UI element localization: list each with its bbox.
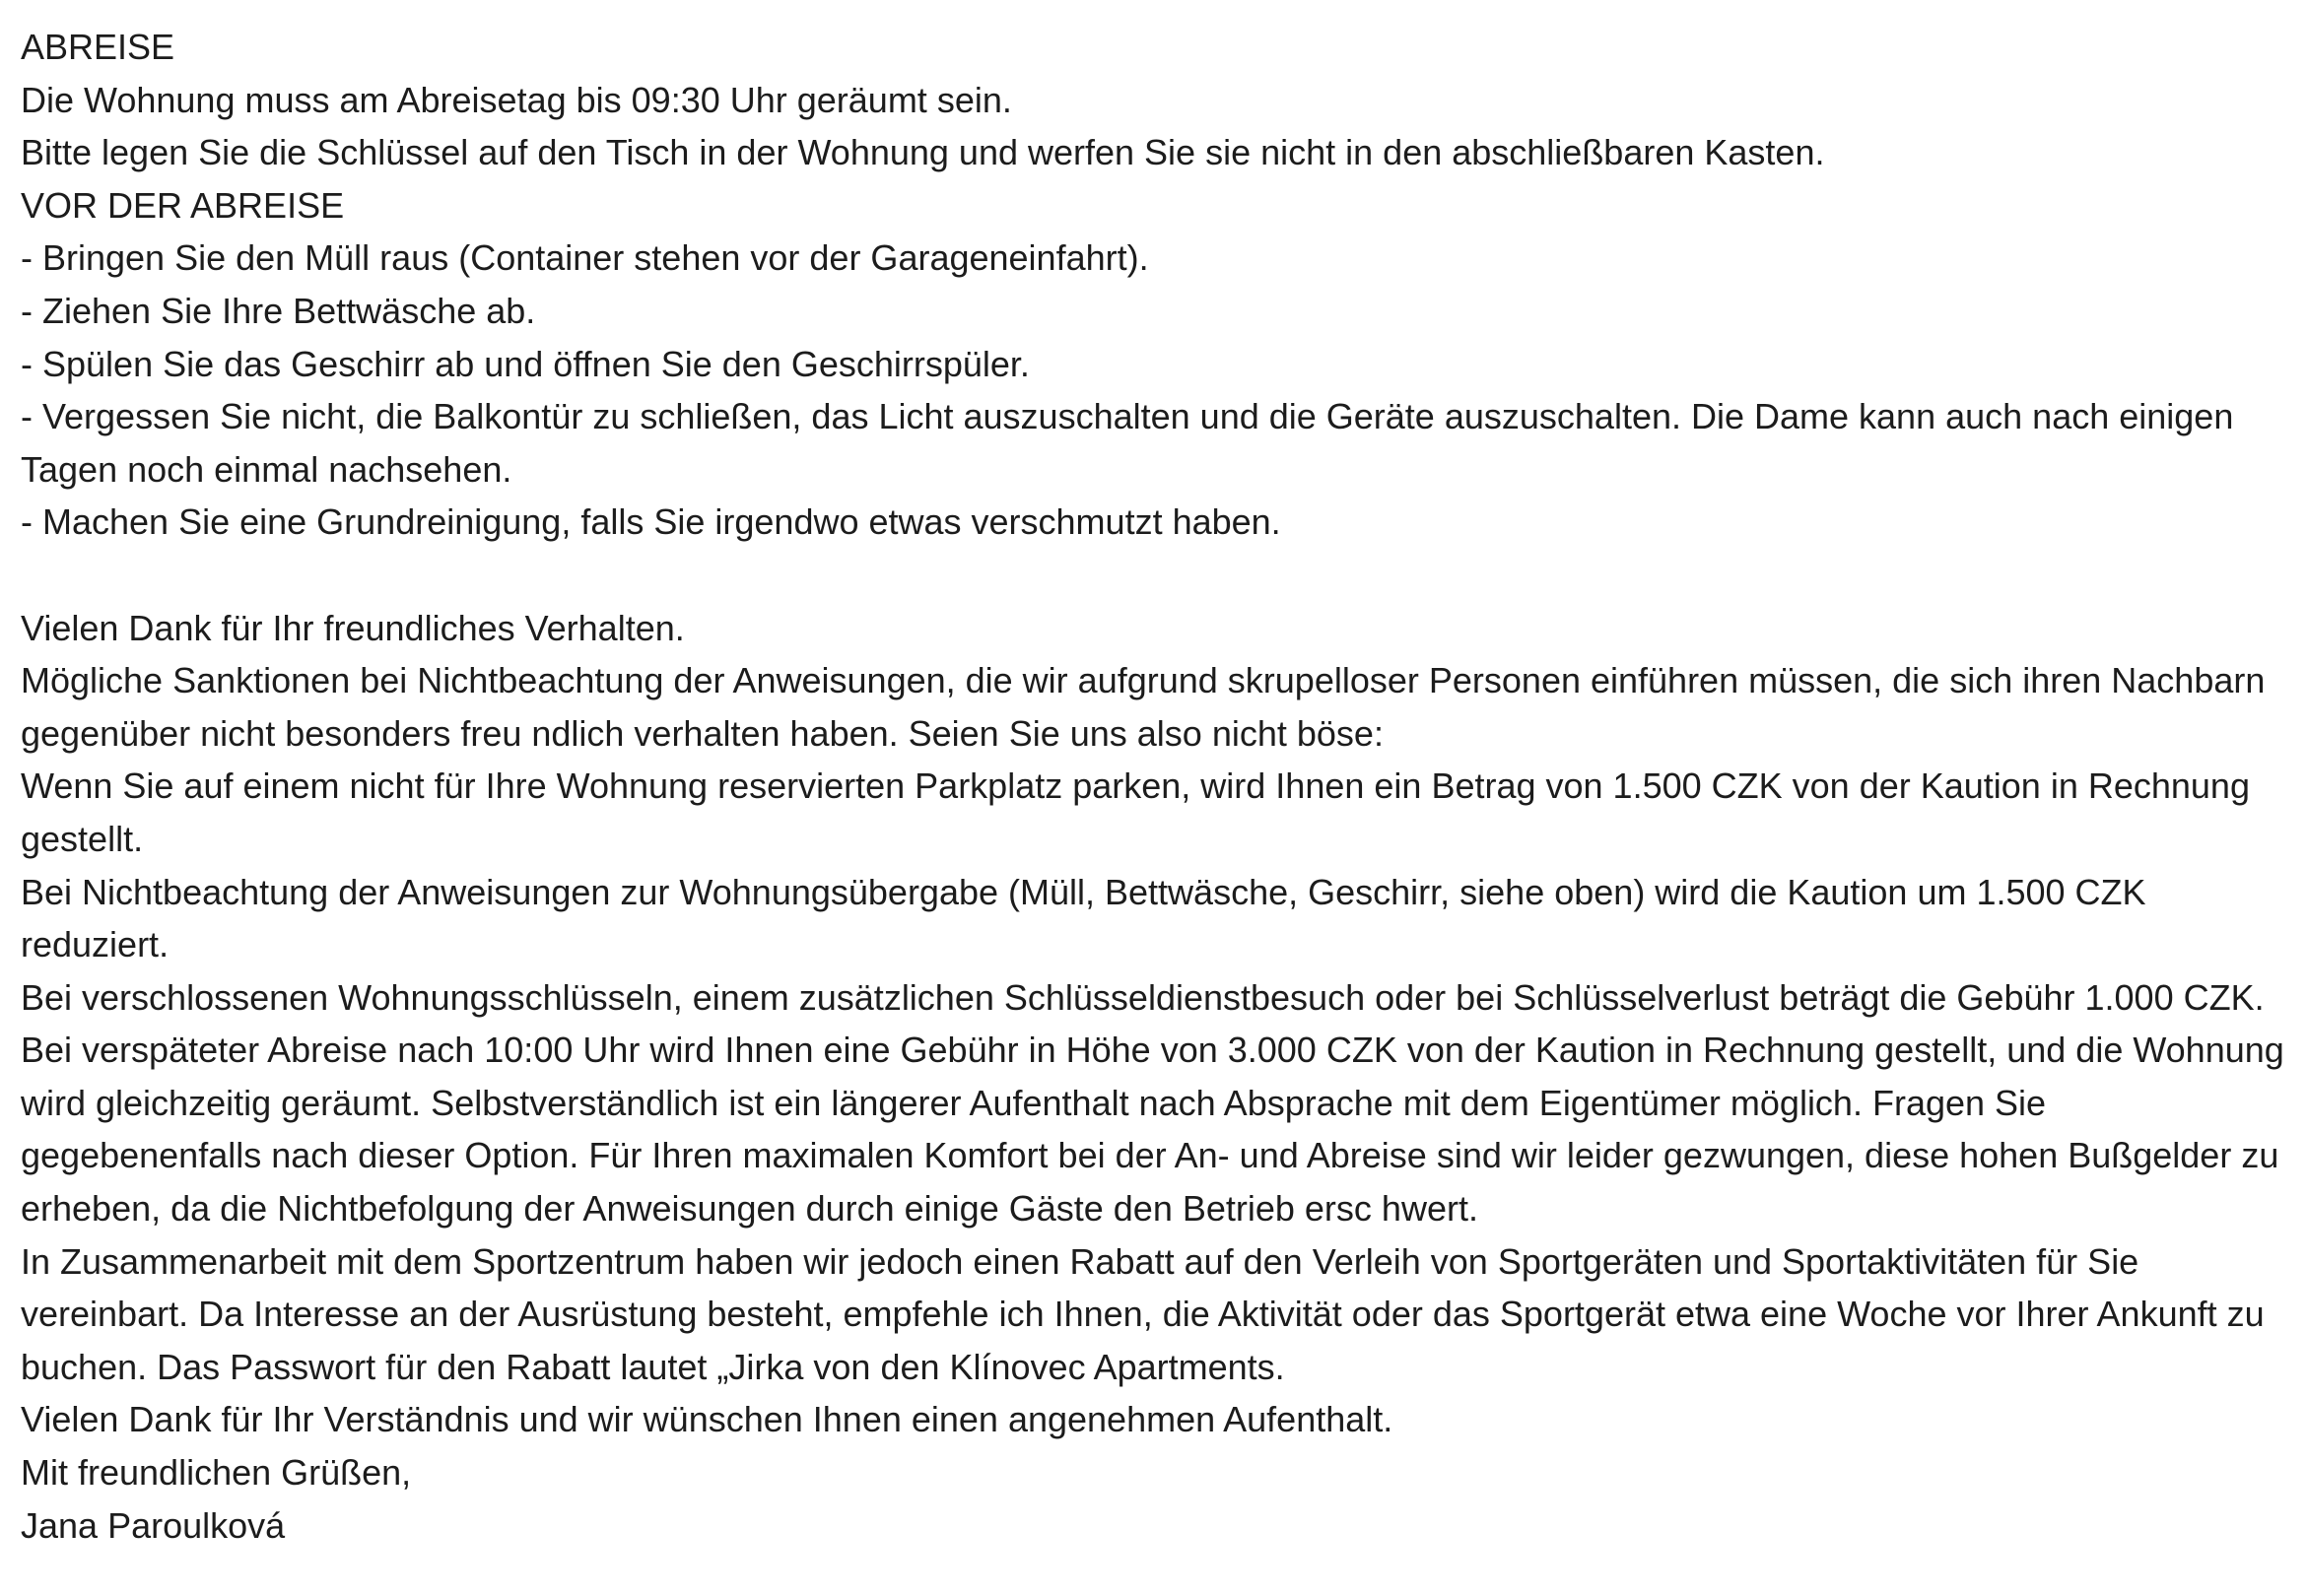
checklist-item-bedding: - Ziehen Sie Ihre Bettwäsche ab. xyxy=(21,290,536,331)
closing-line: Vielen Dank für Ihr Verständnis und wir wünschen Ihnen einen angenehmen Aufenthalt. xyxy=(21,1399,1393,1440)
signature-name: Jana Paroulková xyxy=(21,1504,286,1546)
document-body xyxy=(21,21,2287,1552)
departure-time-line: Die Wohnung muss am Abreisetag bis 09:30 Uhr geräumt sein. xyxy=(21,79,1012,120)
greeting-line: Mit freundlichen Grüßen, xyxy=(21,1452,412,1494)
sanction-handover: Bei Nichtbeachtung der Anweisungen zur Wohnungsübergabe (Müll, Bettwäsche, Geschirr, siehe oben) wird die Kaution um 1.500 CZK reduziert. xyxy=(21,871,2146,965)
discount-paragraph: In Zusammenarbeit mit dem Sportzentrum haben wir jedoch einen Rabatt auf den Verleih von Sportgeräten und Sportaktivitäten für Sie vereinbart. Da Interesse an der Ausrüstung besteht, empfehle ich Ihnen, die Aktivität oder das Sportgerät etwa eine Woche vor Ihrer Ankunft zu buchen. Das Passwort für den Rabatt lautet „Jirka von den Klínovec Apartments. xyxy=(21,1240,2265,1387)
sanctions-intro: Mögliche Sanktionen bei Nichtbeachtung der Anweisungen, die wir aufgrund skrupelloser Personen einführen müssen, die sich ihren Nachbarn gegenüber nicht besonders freu ndlich verhalten haben. Seien Sie uns also nicht böse: xyxy=(21,660,2266,754)
checklist-item-cleaning: - Machen Sie eine Grundreinigung, falls Sie irgendwo etwas verschmutzt haben. xyxy=(21,501,1281,543)
checklist-item-trash: - Bringen Sie den Müll raus (Container stehen vor der Garageneinfahrt). xyxy=(21,237,1149,279)
departure-heading: ABREISE xyxy=(21,27,175,67)
checklist-item-balcony-lights: - Vergessen Sie nicht, die Balkontür zu schließen, das Licht auszuschalten und die Geräte auszuschalten. Die Dame kann auch nach einigen Tagen noch einmal nachsehen. xyxy=(21,396,2234,490)
before-departure-heading: VOR DER ABREISE xyxy=(21,184,345,226)
thanks-line: Vielen Dank für Ihr freundliches Verhalten. xyxy=(21,607,685,648)
checklist-item-dishes: - Spülen Sie das Geschirr ab und öffnen Sie den Geschirrspüler. xyxy=(21,343,1030,384)
paragraph-spacer xyxy=(21,549,2287,602)
sanction-late-departure: Bei verspäteter Abreise nach 10:00 Uhr wird Ihnen eine Gebühr in Höhe von 3.000 CZK von der Kaution in Rechnung gestellt, und die Wohnung wird gleichzeitig geräumt. Selbstverständlich ist ein längerer Aufenthalt nach Absprache mit dem Eigentümer möglich. Fragen Sie gegebenenfalls nach dieser Option. Für Ihren maximalen Komfort bei der An- und Abreise sind wir leider gezwungen, diese hohen Bußgelder zu erheben, da die Nichtbefolgung der Anweisungen durch einige Gäste den Betrieb ersc hwert. xyxy=(21,1030,2284,1230)
sanction-keys: Bei verschlossenen Wohnungsschlüsseln, einem zusätzlichen Schlüsseldienstbesuch oder bei Schlüsselverlust beträgt die Gebühr 1.000 CZK. xyxy=(21,976,2265,1018)
key-instruction-line: Bitte legen Sie die Schlüssel auf den Tisch in der Wohnung und werfen Sie sie nicht in den abschließbaren Kasten. xyxy=(21,132,1825,173)
sanction-parking: Wenn Sie auf einem nicht für Ihre Wohnung reservierten Parkplatz parken, wird Ihnen ein Betrag von 1.500 CZK von der Kaution in Rechnung gestellt. xyxy=(21,765,2250,859)
